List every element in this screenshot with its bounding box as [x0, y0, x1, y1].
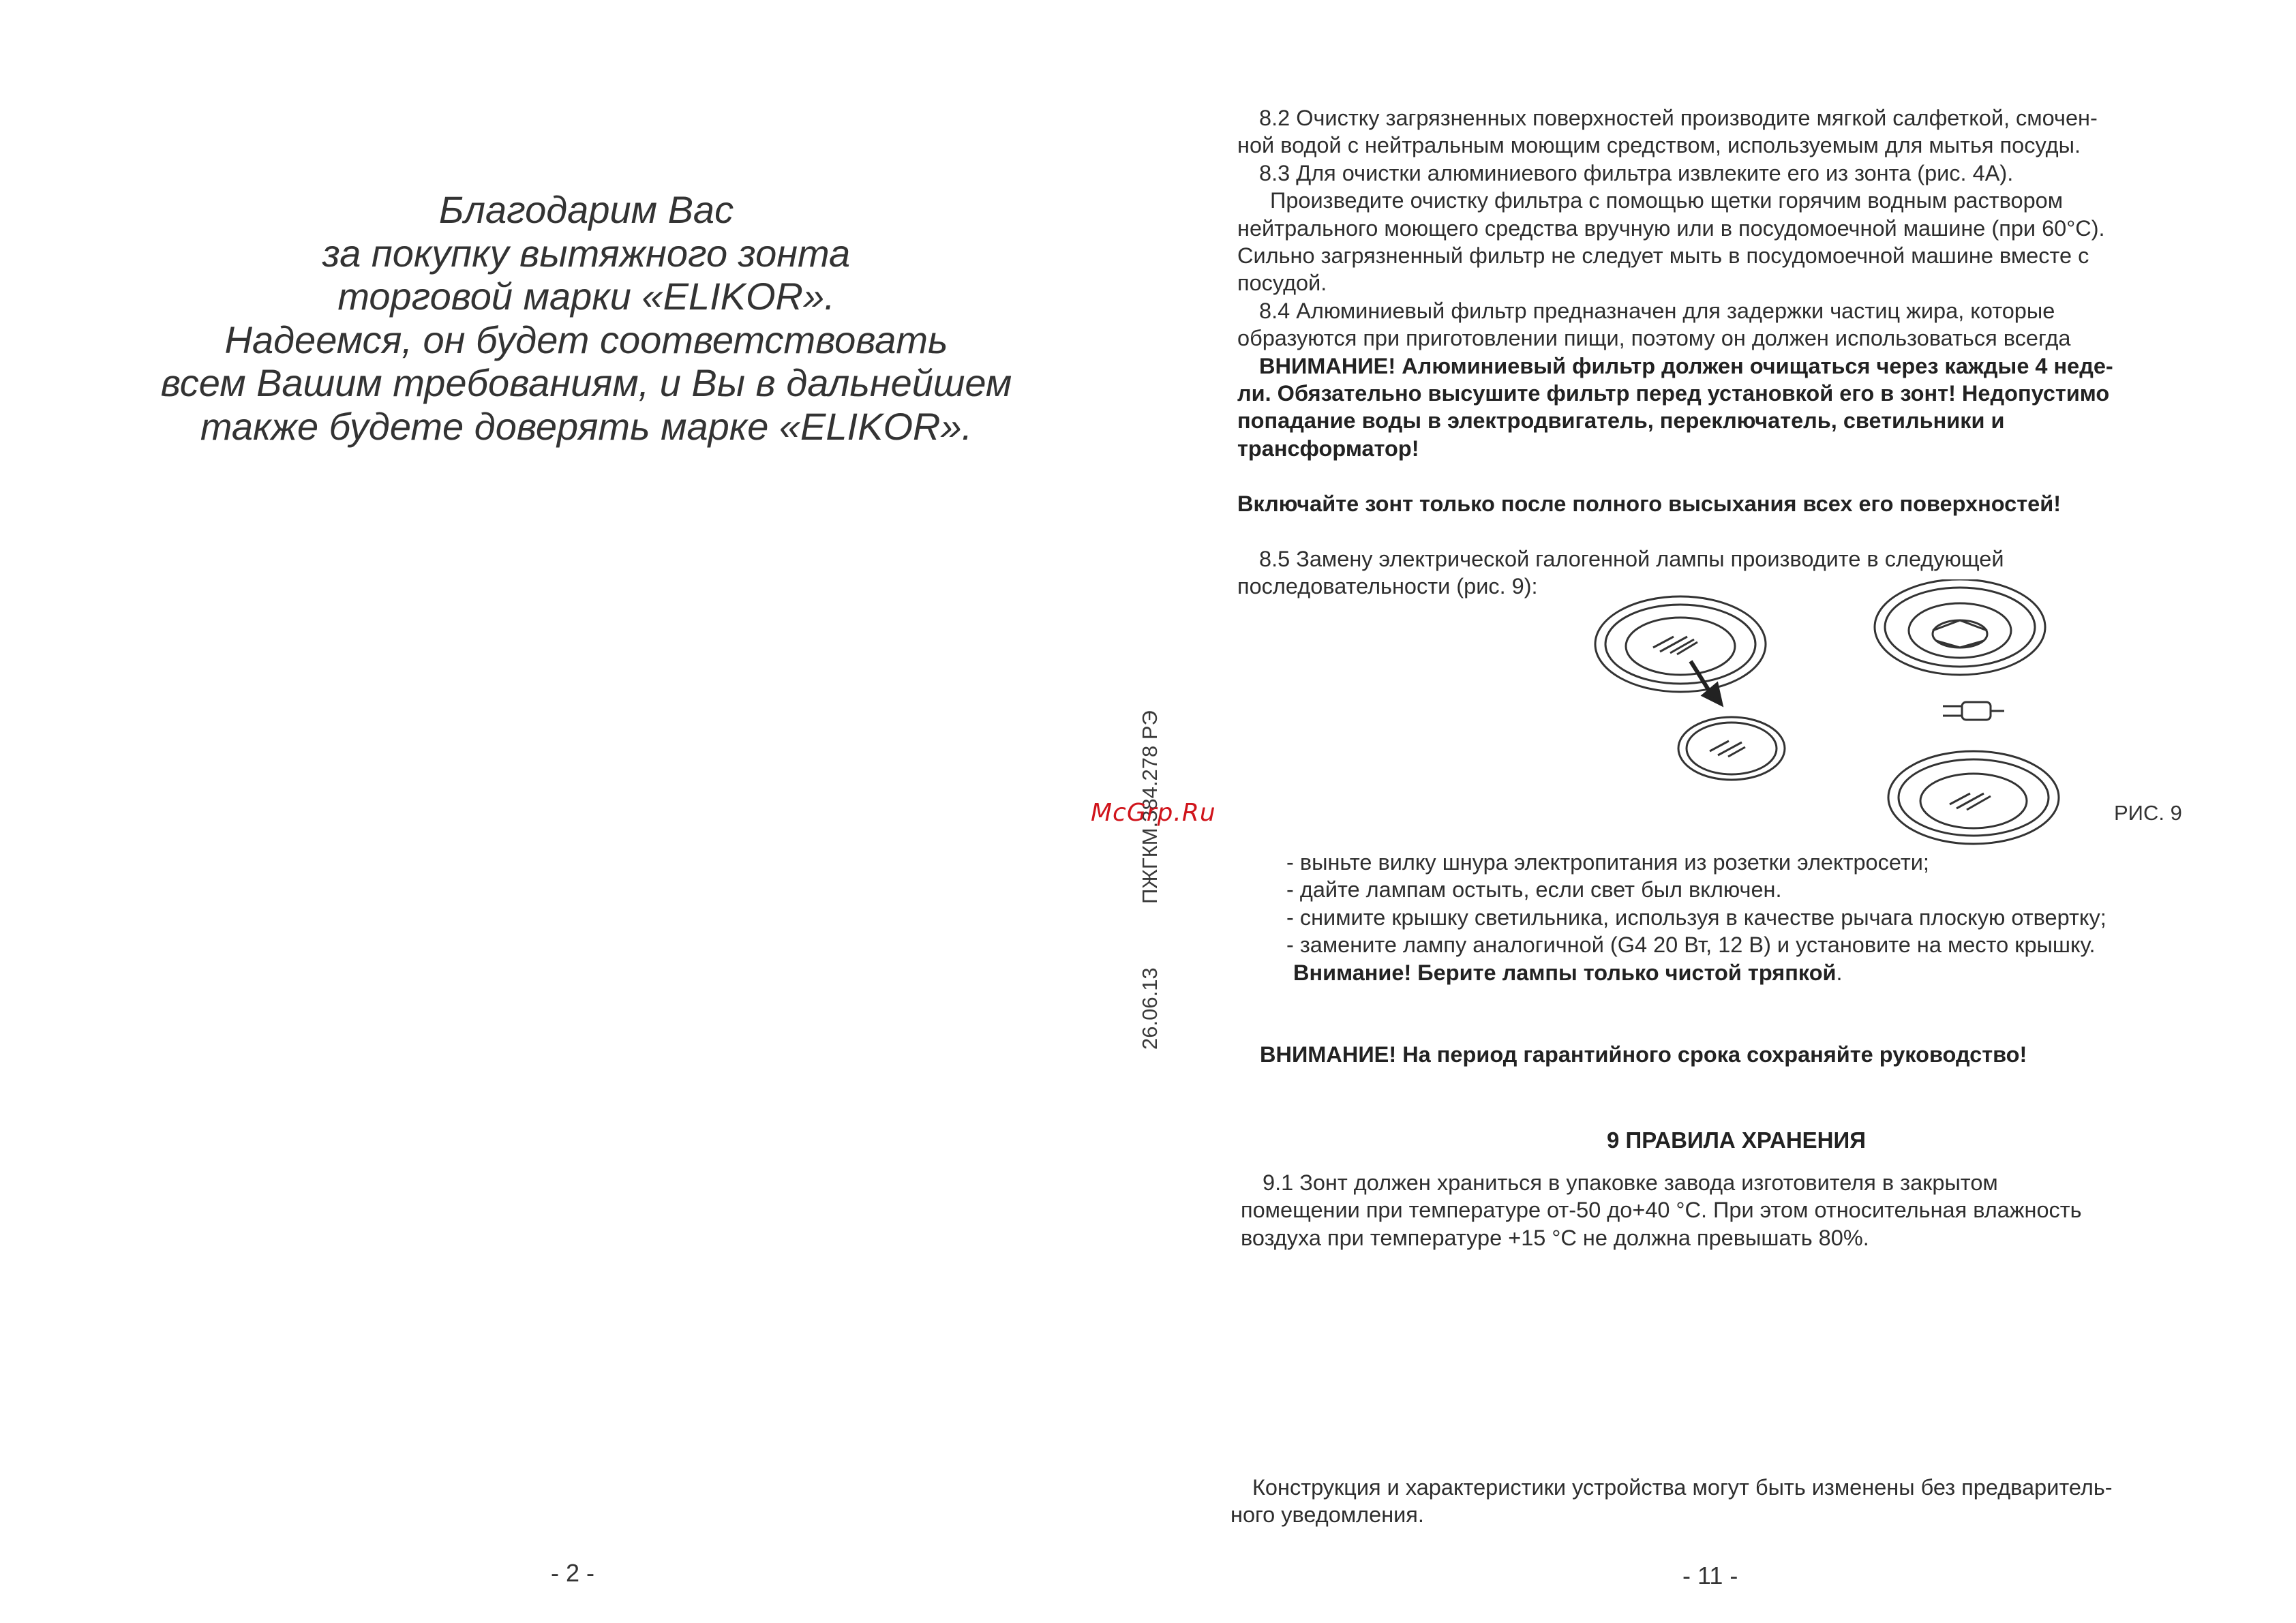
dry-warning	[1237, 490, 2061, 517]
caution-line	[1286, 959, 2106, 986]
g4-bulb-icon	[1943, 702, 2004, 720]
p82-line: ной водой с нейтральным моющим средством, используемым для мытья посуды.	[1237, 133, 2081, 158]
thanks-line: за покупку вытяжного зонта	[322, 231, 851, 275]
warning-line: ВНИМАНИЕ! Алюминиевый фильтр должен очищаться через каждые 4 неде-	[1259, 353, 2113, 378]
warning-line: трансформатор!	[1237, 436, 1419, 461]
p83-line: посудой.	[1237, 271, 1327, 296]
lamp-replacement-figure	[1588, 579, 2086, 845]
p84-line: 8.4 Алюминиевый фильтр предназначен для задержки частиц жира, которые	[1259, 298, 2055, 323]
page-number-left: - 2 -	[551, 1559, 595, 1587]
section-9-body	[1241, 1169, 2082, 1252]
p85-line: 8.5 Замену электрической галогенной лампы производите в следующей	[1259, 547, 2004, 571]
caution-end: .	[1836, 960, 1843, 985]
p83-line: Произведите очистку фильтра с помощью щетки горячим водным раствором	[1270, 188, 2064, 213]
disclaimer-line: ного уведомления.	[1230, 1502, 1424, 1528]
lamp-fixture-assembled	[1888, 751, 2059, 844]
caution-bold: Внимание! Берите лампы только чистой тряпкой	[1293, 960, 1837, 985]
p84-line: образуются при приготовлении пищи, поэтому он должен использоваться всегда	[1237, 326, 2071, 351]
page-number-right: - 11 -	[1682, 1562, 1738, 1590]
step-item: - снимите крышку светильника, используя в качестве рычага плоскую отвертку;	[1286, 905, 2106, 930]
p83-line: Сильно загрязненный фильтр не следует мыть в посудомоечной машине вместе с	[1237, 243, 2089, 269]
lamp-cover	[1678, 717, 1785, 780]
thanks-line: торговой марки «ELIKOR».	[337, 275, 835, 318]
thanks-line: Надеемся, он будет соответствовать	[224, 318, 948, 361]
thanks-line: всем Вашим требованиям, и Вы в дальнейшем	[160, 361, 1012, 404]
watermark: McGrp.Ru	[1091, 799, 1216, 827]
warranty-warning	[1260, 1041, 2027, 1068]
lamp-fixture-open	[1875, 579, 2045, 675]
doc-code: ПЖГКМ.384.278 РЭ	[1138, 710, 1162, 904]
lamp-steps	[1286, 849, 2106, 986]
dry-warning-text: Включайте зонт только после полного высыхания всех его поверхностей!	[1237, 491, 2061, 516]
p91-line: 9.1 Зонт должен храниться в упаковке завода изготовителя в закрытом	[1263, 1170, 1998, 1195]
p85-line: последовательности (рис. 9):	[1237, 574, 1538, 599]
section-8-top	[1237, 104, 2113, 462]
step-item: - замените лампу аналогичной (G4 20 Вт, 12 В) и установите на место крышку.	[1286, 932, 2096, 958]
doc-date: 26.06.13	[1138, 967, 1162, 1050]
warranty-warning-text: ВНИМАНИЕ! На период гарантийного срока сохраняйте руководство!	[1260, 1042, 2027, 1067]
p83-line: нейтрального моющего средства вручную или в посудомоечной машине (при 60°С).	[1237, 215, 2105, 241]
thanks-line: Благодарим Вас	[438, 188, 734, 231]
disclaimer	[1230, 1474, 2113, 1529]
disclaimer-line: Конструкция и характеристики устройства могут быть изменены без предваритель-	[1252, 1475, 2113, 1500]
p83-line: 8.3 Для очистки алюминиевого фильтра извлеките его из зонта (рис. 4А).	[1259, 160, 2014, 185]
step-item: - выньте вилку шнура электропитания из розетки электросети;	[1286, 850, 1929, 875]
lamp-fixture-closed	[1595, 596, 1766, 692]
warning-line: попадание воды в электродвигатель, переключатель, светильники и	[1237, 408, 2005, 434]
p91-line: воздуха при температуре +15 °С не должна превышать 80%.	[1241, 1225, 1869, 1250]
p91-line: помещении при температуре от-50 до+40 °С. При этом относительная влажность	[1241, 1198, 2082, 1223]
step-item: - дайте лампам остыть, если свет был включен.	[1286, 877, 1782, 902]
warning-line: ли. Обязательно высушите фильтр перед установкой его в зонт! Недопустимо	[1237, 381, 2110, 406]
p82-line: 8.2 Очистку загрязненных поверхностей производите мягкой салфеткой, смочен-	[1259, 106, 2098, 130]
thank-you-message	[89, 188, 1084, 448]
figure-label: РИС. 9	[2114, 801, 2182, 825]
thanks-line: также будете доверять марке «ELIKOR».	[200, 404, 973, 448]
section-9-heading: 9 ПРАВИЛА ХРАНЕНИЯ	[1607, 1127, 1866, 1153]
